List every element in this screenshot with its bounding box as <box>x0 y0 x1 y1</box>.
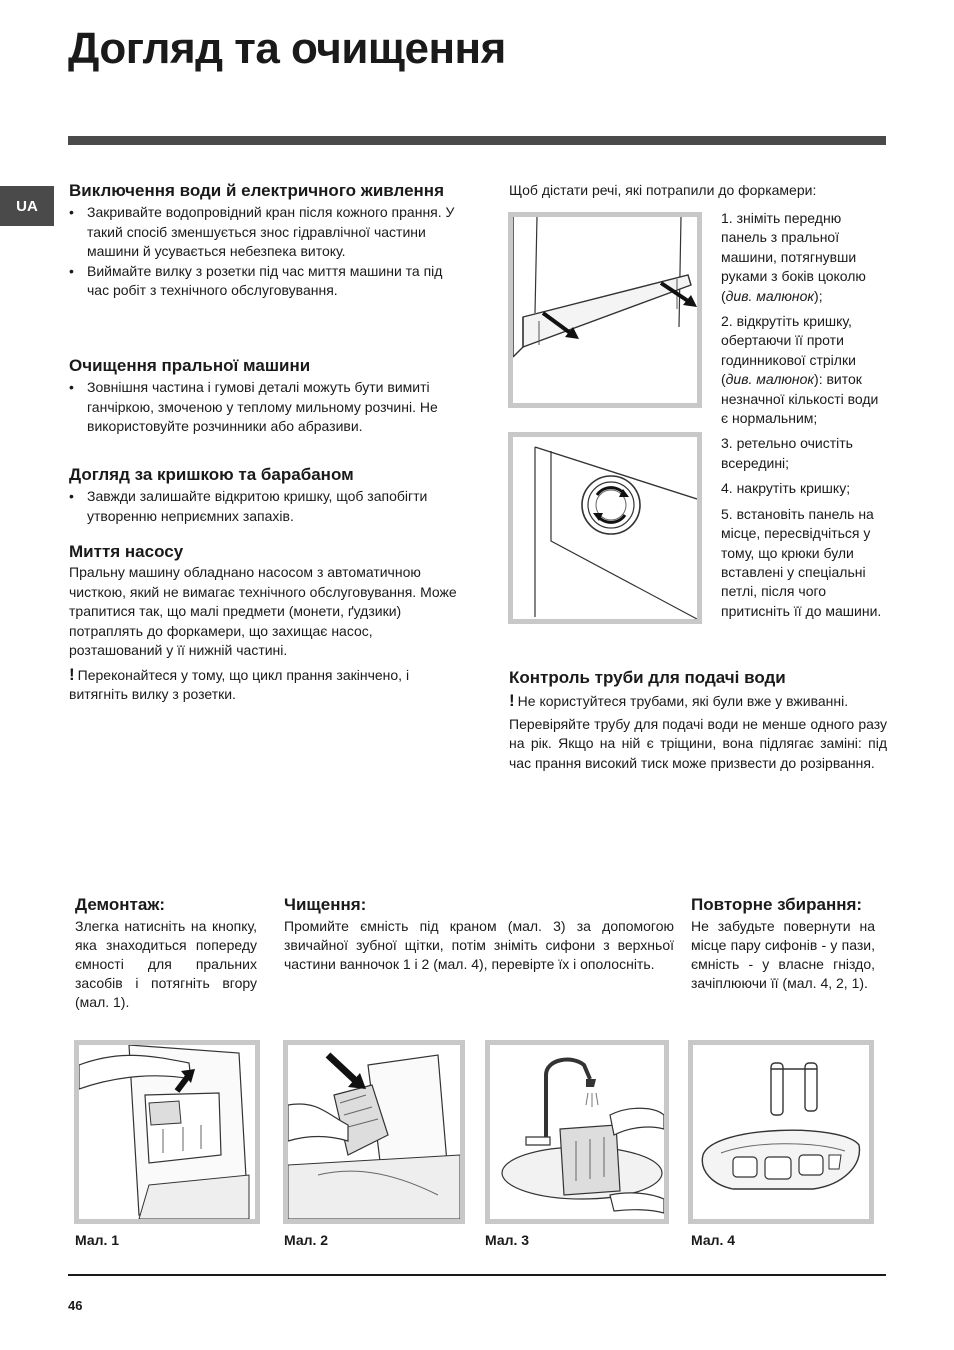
figure-4-caption: Мал. 4 <box>691 1232 736 1248</box>
warning-icon: ! <box>69 664 75 684</box>
section-title: Контроль труби для подачі води <box>509 668 786 687</box>
warning-icon: ! <box>509 691 515 710</box>
column-title: Чищення: <box>284 895 367 914</box>
figure-2 <box>283 1040 465 1224</box>
reassembly-column <box>691 896 875 993</box>
pump-text: Пральну машину обладнано насосом з автоматичною чисткою, який не вимагає технічного обслуговування. Може трапитися так, що малі предмети (монети, ґудзики) потраплять до форкамери, що захищає насос, розташований у її нижній частині. <box>69 564 457 658</box>
list-item: • Зовнішня частина і гумові деталі можуть бути вимиті ганчіркою, змоченою у теплому мильному розчині. Не використовуйте розчинники або абразиви. <box>69 378 464 437</box>
list-item: • Виймайте вилку з розетки під час миття машини та під час робіт з технічного обслуговування. <box>69 262 464 301</box>
section-title: Очищення пральної машини <box>69 356 311 375</box>
step-5: 5. встановіть панель на місце, пересвідчіться у тому, що крюки були вставлені у спеціальні петлі, після чого притисніть її до машини. <box>721 505 882 619</box>
section-title: Догляд за кришкою та барабаном <box>69 465 354 484</box>
step-4: 4. накрутіть кришку; <box>721 480 851 497</box>
figure-1-caption: Мал. 1 <box>75 1232 120 1248</box>
section-power-water <box>69 181 464 301</box>
list-item: • Закривайте водопровідний кран після кожного прання. У такий спосіб зменшується знос гідравлічної частини машини й усувається небезпека витоку. <box>69 203 464 262</box>
section-lid-drum <box>69 465 464 526</box>
figure-4 <box>688 1040 874 1224</box>
step-2 <box>721 312 889 428</box>
warning-text: Не користуйтеся трубами, які були вже у вживанні. <box>517 693 849 709</box>
figure-3-caption: Мал. 3 <box>485 1232 530 1248</box>
warning-text: Переконайтеся у тому, що цикл прання закінчено, і витягніть вилку з розетки. <box>69 666 410 702</box>
figure-reference: див. малюнок <box>725 287 815 304</box>
language-tab: UA <box>0 186 54 226</box>
figure-2-drawing <box>288 1045 460 1219</box>
figure-1-drawing <box>79 1045 255 1219</box>
title-rule <box>68 136 886 145</box>
figure-4-drawing <box>693 1045 869 1219</box>
bullet-list <box>69 203 464 301</box>
dismantle-column <box>75 896 257 1012</box>
step-1 <box>721 209 889 306</box>
page-title: Догляд та очищення <box>68 24 506 73</box>
footer-rule <box>68 1274 886 1276</box>
figure-3-drawing <box>490 1045 664 1219</box>
column-title: Повторне збирання: <box>691 895 863 914</box>
bullet-list <box>69 487 464 526</box>
step-text: 1. зніміть передню панель з пральної машини, потягнувши руками з боків цоколю ( <box>721 210 866 304</box>
bullet-list <box>69 378 464 437</box>
step-text: ); <box>814 287 823 304</box>
pump-steps <box>721 209 889 627</box>
page-number: 46 <box>68 1298 83 1313</box>
panel-removal-drawing <box>513 217 697 403</box>
panel-removal-illustration <box>508 212 702 408</box>
section-pump <box>69 542 464 705</box>
figure-2-caption: Мал. 2 <box>284 1232 329 1248</box>
section-cleaning <box>69 356 464 437</box>
figure-1 <box>74 1040 260 1224</box>
step-3: 3. ретельно очистіть всередині; <box>721 435 853 471</box>
column-text: Злегка натисніть на кнопку, яка знаходиться попереду ємності для пральних засобів і потягніть вгору (мал. 1). <box>75 918 257 1010</box>
pump-intro: Щоб дістати речі, які потрапили до форкамери: <box>509 182 817 198</box>
figure-3 <box>485 1040 669 1224</box>
cleaning-column <box>284 896 674 974</box>
filter-cap-drawing <box>513 437 697 619</box>
column-text: Промийте ємність під краном (мал. 3) за допомогою звичайної зубної щітки, потім зніміть сифони з верхньої частини ванночок 1 і 2 (мал. 4), перевірте їх і ополосніть. <box>284 918 674 972</box>
column-title: Демонтаж: <box>75 895 166 914</box>
section-title: Виключення води й електричного живлення <box>69 181 444 200</box>
list-item: • Завжди залишайте відкритою кришку, щоб запобігти утворенню неприємних запахів. <box>69 487 464 526</box>
column-text: Не забудьте повернути на місце пару сифонів - у пази, ємність - у власне гніздо, зачіплюючи її (мал. 4, 2, 1). <box>691 918 875 991</box>
section-water-hose <box>509 668 887 773</box>
step-text: 2. відкрутіть кришку, обертаючи її проти годинникової стрілки ( <box>721 313 856 388</box>
hose-warning <box>509 691 887 712</box>
step-text: ): виток незначної кількості води є нормальним; <box>721 371 879 427</box>
filter-cap-illustration <box>508 432 702 624</box>
hose-text: Перевіряйте трубу для подачі води не менше одного разу на рік. Якщо на ній є тріщини, вона підлягає заміні: під час прання високий тиск може призвести до розірвання. <box>509 715 887 771</box>
figure-reference: див. малюнок <box>725 371 815 388</box>
section-title: Миття насосу <box>69 542 184 561</box>
pump-warning <box>69 665 464 705</box>
